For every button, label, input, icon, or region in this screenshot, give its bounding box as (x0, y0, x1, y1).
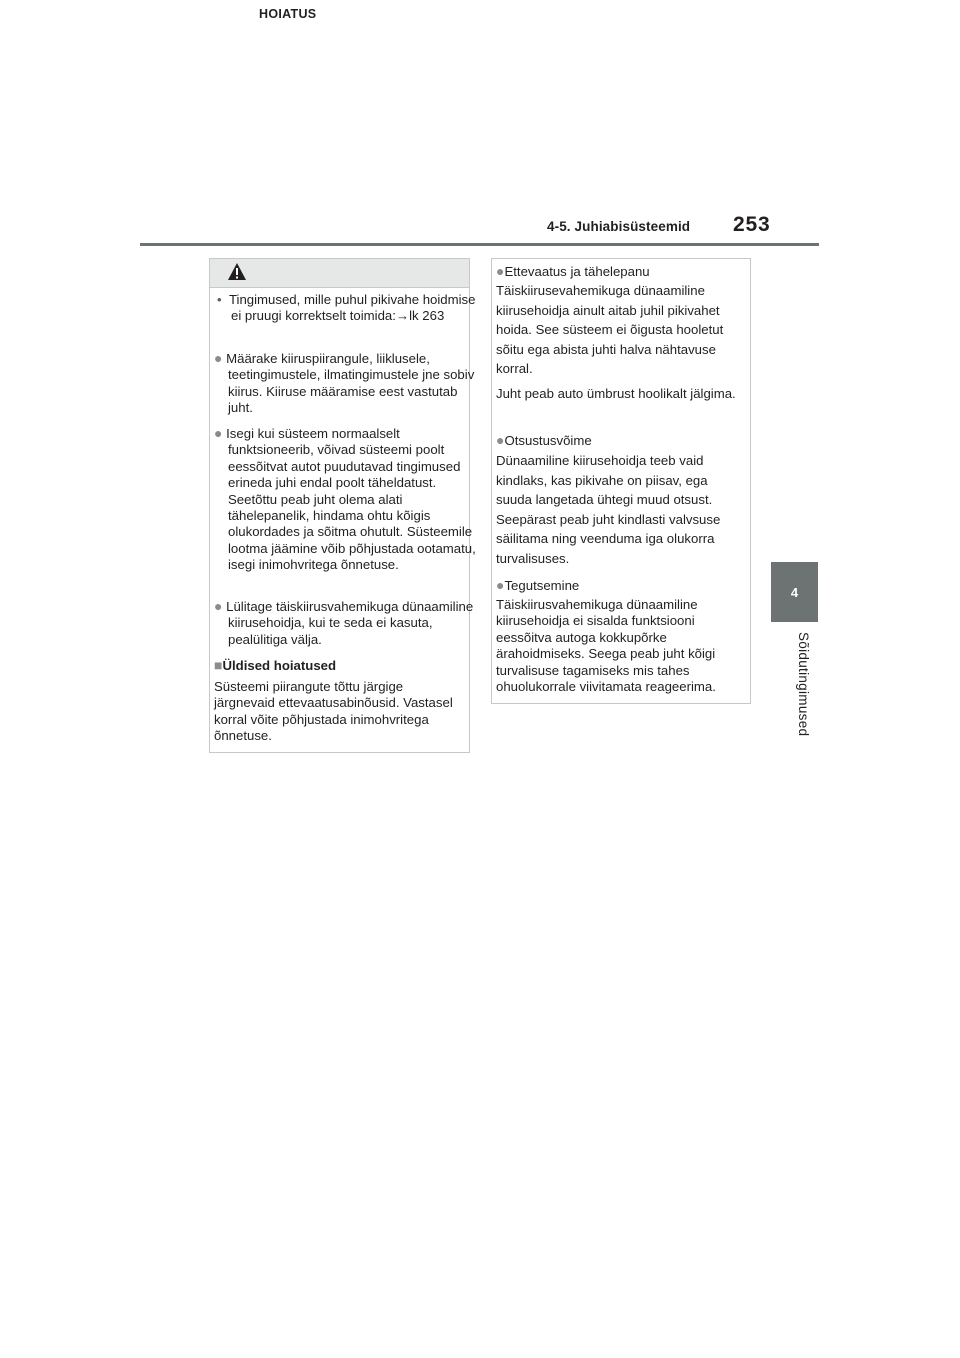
warning-item-text: Lülitage täiskiirusvahemikuga dünaamiline kiirusehoidja, kui te seda ei kasuta, pealülitiga välja. (226, 599, 474, 647)
chapter-number: 4 (790, 584, 799, 600)
info-heading: ●Ettevaatus ja tähelepanu (496, 263, 650, 279)
warning-item-text: Tingimused, mille puhul pikivahe hoidmise ei pruugi korrektselt toimida:→lk 263 (228, 292, 476, 324)
general-warnings-body: Süsteemi piirangute tõttu järgige järgnevaid ettevaatusabinõusid. Vastasel korral võite põhjustada inimohvritega õnnetuse. (214, 679, 453, 744)
bullet-marker: • (217, 292, 222, 307)
info-paragraph: Dünaamiline kiirusehoidja teeb vaid kindlaks, kas pikivahe on piisav, ega suuda langetada ühtegi muud otsust. Seepärast peab juht kindlasti valvsuse säilitama ning veenduma iga olukorra turvalisuses. (496, 453, 721, 566)
square-bullet-icon: ■ (214, 657, 223, 673)
page-number: 253 (733, 213, 771, 236)
warning-header (210, 259, 469, 288)
bullet-marker: ● (214, 425, 223, 441)
warning-item-text: Määrake kiiruspiirangule, liiklusele, teetingimustele, ilmatingimustele jne sobiv kiirus. Kiiruse määramise eest vastutab juht. (226, 351, 475, 416)
warning-triangle-icon (227, 262, 247, 281)
bullet-marker: ● (496, 577, 505, 593)
header-rule (140, 243, 819, 246)
info-box (491, 258, 751, 704)
warning-item (214, 598, 478, 648)
bullet-marker: ● (214, 350, 223, 366)
info-paragraph: Täiskiirusevahemikuga dünaamiline kiirusehoidja ainult aitab juhil pikivahet hoida. See süsteem ei õigusta hooletut sõitu ega abista juhti halva nähtavuse korral. (496, 283, 724, 376)
info-heading: ●Otsustusvõime (496, 432, 592, 448)
bullet-marker: ● (496, 432, 505, 448)
general-warnings-heading: ■Üldised hoiatused (214, 657, 337, 673)
info-heading: ●Tegutsemine (496, 577, 580, 593)
warning-box (209, 258, 476, 753)
chapter-label: Sõidutingimused (796, 632, 811, 737)
info-paragraph: Juht peab auto ümbrust hoolikalt jälgima. (496, 386, 736, 401)
warning-item-text: Isegi kui süsteem normaalselt funktsioneerib, võivad süsteemi poolt eessõitvat autot puudutavad tingimused erineda juhi endal poolt täheldatust. Seetõttu peab juht olema alati tähelepanelik, hindama ohtu kõigis olukordades ja sõitma ohutult. Süsteemile lootma jäämine võib põhjustada ootamatu, isegi inimohvritega õnnetuse. (226, 426, 476, 573)
bullet-marker: ● (496, 263, 505, 279)
warning-title: HOIATUS (259, 7, 317, 21)
chapter-tab (771, 562, 818, 622)
section-title: 4-5. Juhiabisüsteemid (547, 219, 691, 234)
warning-item (217, 292, 478, 325)
bullet-marker: ● (214, 598, 223, 614)
warning-item (214, 425, 478, 574)
warning-item (214, 350, 478, 417)
info-paragraph: Täiskiirusvahemikuga dünaamiline kiirusehoidja ei sisalda funktsiooni eessõitva autoga kokkupõrke ärahoidmiseks. Seega peab juht kõigi turvalisuse tagamiseks mis tahes ohuolukorrale viivitamata reageerima. (496, 597, 716, 695)
